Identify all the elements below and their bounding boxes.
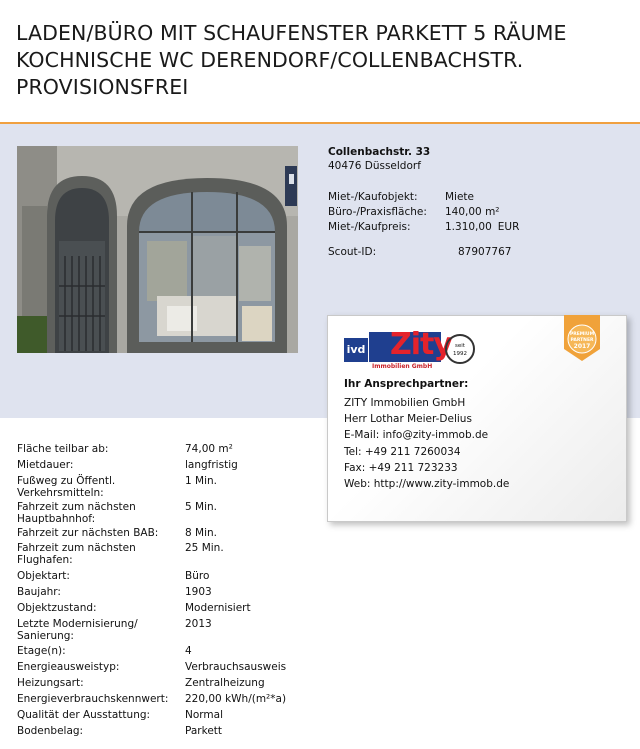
detail-value: 74,00 m² bbox=[185, 443, 233, 455]
contact-lines bbox=[344, 395, 509, 492]
detail-label: Qualität der Ausstattung: bbox=[17, 709, 151, 721]
keyfact-label: Miet-/Kaufobjekt: bbox=[328, 191, 418, 203]
zity-logo[interactable] bbox=[344, 327, 479, 372]
detail-value: 220,00 kWh/(m²*a) bbox=[185, 693, 287, 705]
keyfact-row bbox=[328, 190, 525, 205]
seal-text-year: 1992 bbox=[453, 351, 467, 357]
badge-line1: PREMIUM bbox=[569, 332, 595, 337]
detail-value: Zentralheizung bbox=[185, 677, 265, 689]
detail-row bbox=[17, 709, 325, 725]
detail-value: Parkett bbox=[185, 725, 223, 737]
detail-label: Fußweg zu Öffentl. Verkehrsmitteln: bbox=[17, 475, 116, 499]
detail-row bbox=[17, 527, 325, 542]
detail-value: 2013 bbox=[185, 618, 212, 630]
detail-label: Objektart: bbox=[17, 570, 70, 582]
listing-title: LADEN/BÜRO MIT SCHAUFENSTER PARKETT 5 RÄUME KOCHNISCHE WC DERENDORF/COLLENBACHSTR. PROVISIONSFREI bbox=[16, 21, 567, 99]
scout-id bbox=[328, 246, 511, 258]
scout-value: 87907767 bbox=[458, 246, 512, 258]
contact-email[interactable]: E-Mail: info@zity-immob.de bbox=[344, 429, 489, 442]
contact-website[interactable]: Web: http://www.zity-immob.de bbox=[344, 478, 510, 491]
detail-label: Fahrzeit zum nächsten Flughafen: bbox=[17, 542, 136, 566]
detail-label: Fahrzeit zur nächsten BAB: bbox=[17, 527, 159, 539]
seal-text-top: seit bbox=[455, 343, 465, 349]
property-photo[interactable] bbox=[17, 146, 298, 353]
detail-row bbox=[17, 443, 325, 459]
detail-row bbox=[17, 618, 325, 645]
detail-row bbox=[17, 475, 325, 501]
keyfact-label: Miet-/Kaufpreis: bbox=[328, 221, 411, 233]
keyfact-row bbox=[328, 205, 525, 220]
contact-phone[interactable]: Tel: +49 211 7260034 bbox=[344, 445, 461, 458]
detail-label: Fahrzeit zum nächsten Hauptbahnhof: bbox=[17, 501, 136, 525]
detail-label: Letzte Modernisierung/ Sanierung: bbox=[17, 618, 138, 642]
details-table bbox=[17, 443, 325, 741]
keyfact-row bbox=[328, 220, 525, 235]
detail-row bbox=[17, 570, 325, 586]
detail-row bbox=[17, 677, 325, 693]
ivd-logo-mark: ivd bbox=[344, 338, 368, 362]
detail-row bbox=[17, 542, 325, 570]
detail-row bbox=[17, 725, 325, 741]
detail-value: 5 Min. bbox=[185, 501, 217, 513]
detail-row bbox=[17, 459, 325, 475]
logo-subtitle: Immobilien GmbH bbox=[372, 363, 433, 370]
contact-person: Herr Lothar Meier-Delius bbox=[344, 413, 472, 426]
seal-icon bbox=[445, 334, 475, 364]
detail-row bbox=[17, 586, 325, 602]
detail-value: langfristig bbox=[185, 459, 238, 471]
address-block bbox=[328, 145, 430, 173]
detail-label: Etage(n): bbox=[17, 645, 66, 657]
keyfact-unit: EUR bbox=[497, 221, 520, 233]
detail-label: Heizungsart: bbox=[17, 677, 84, 689]
contact-card bbox=[327, 315, 627, 522]
scout-label: Scout-ID: bbox=[328, 246, 377, 258]
detail-label: Baujahr: bbox=[17, 586, 61, 598]
detail-label: Bodenbelag: bbox=[17, 725, 84, 737]
detail-value: 4 bbox=[185, 645, 192, 657]
detail-value: 8 Min. bbox=[185, 527, 217, 539]
detail-row bbox=[17, 501, 325, 527]
premium-partner-badge-icon bbox=[564, 315, 600, 361]
detail-value: Normal bbox=[185, 709, 223, 721]
contact-fax: Fax: +49 211 723233 bbox=[344, 461, 458, 474]
badge-line2: PARTNER bbox=[570, 338, 594, 343]
detail-label: Energieausweistyp: bbox=[17, 661, 120, 673]
contact-company: ZITY Immobilien GmbH bbox=[344, 397, 466, 409]
address-city: 40476 Düsseldorf bbox=[328, 160, 421, 172]
detail-row bbox=[17, 602, 325, 618]
keyfact-value: 1.310,00 bbox=[445, 221, 492, 233]
detail-row bbox=[17, 693, 325, 709]
detail-value: 1 Min. bbox=[185, 475, 217, 487]
detail-value: Verbrauchsausweis bbox=[185, 661, 287, 673]
detail-value: Modernisiert bbox=[185, 602, 251, 614]
detail-label: Energieverbrauchskennwert: bbox=[17, 693, 169, 705]
detail-label: Mietdauer: bbox=[17, 459, 74, 471]
detail-label: Fläche teilbar ab: bbox=[17, 443, 109, 455]
keyfact-value: 140,00 m² bbox=[445, 206, 500, 218]
detail-label: Objektzustand: bbox=[17, 602, 97, 614]
contact-heading: Ihr Ansprechpartner: bbox=[344, 378, 469, 390]
address-street: Collenbachstr. 33 bbox=[328, 146, 431, 158]
detail-value: 25 Min. bbox=[185, 542, 224, 554]
key-facts bbox=[328, 190, 525, 235]
keyfact-value: Miete bbox=[445, 191, 475, 203]
detail-row bbox=[17, 645, 325, 661]
keyfact-label: Büro-/Praxisfläche: bbox=[328, 206, 427, 218]
detail-value: Büro bbox=[185, 570, 210, 582]
detail-value: 1903 bbox=[185, 586, 212, 598]
logo-wordmark: Zity bbox=[390, 327, 452, 362]
badge-year: 2017 bbox=[573, 343, 591, 350]
detail-row bbox=[17, 661, 325, 677]
